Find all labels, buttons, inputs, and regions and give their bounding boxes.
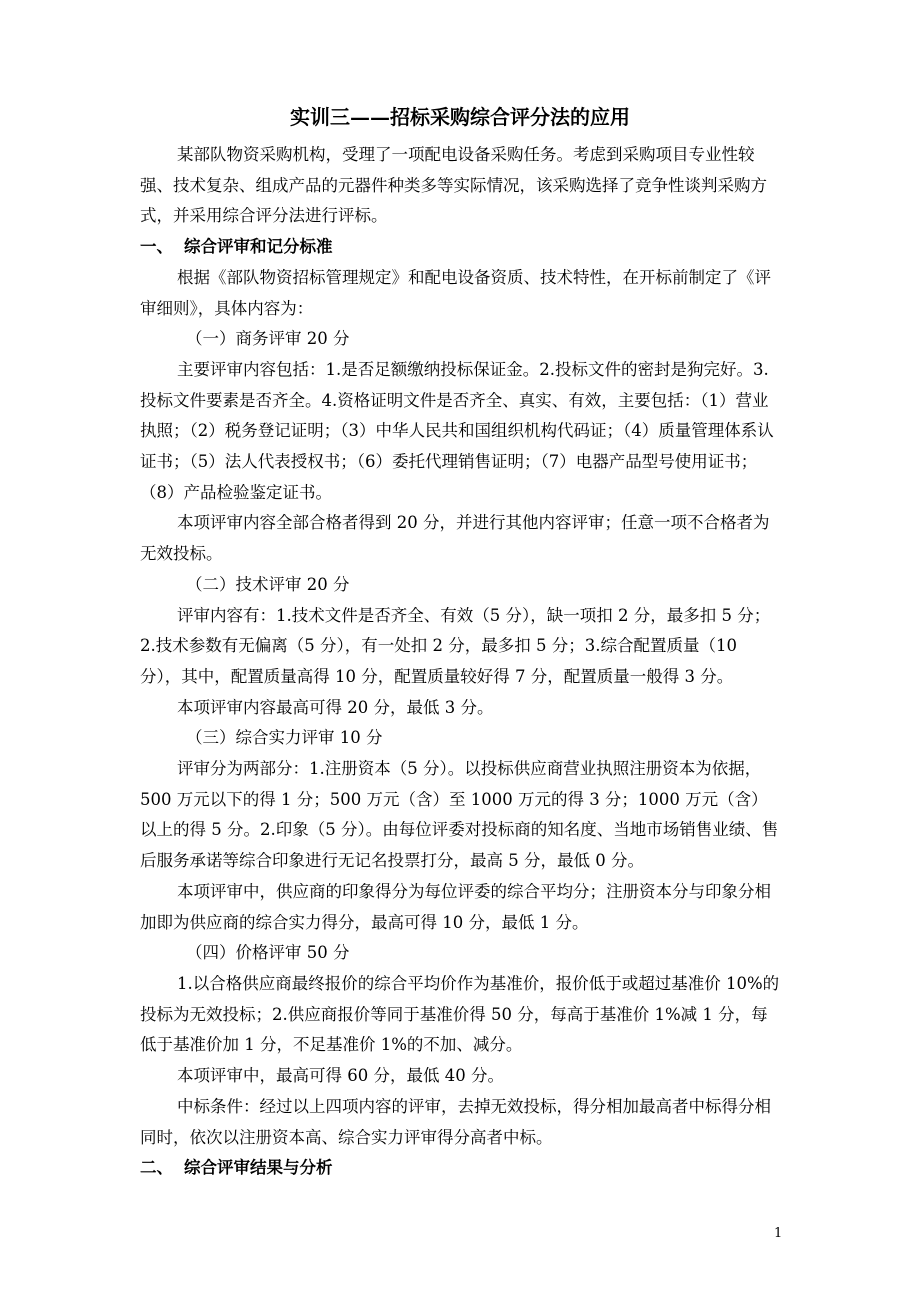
section-1-heading bbox=[140, 232, 780, 263]
price-review-content: 1.以合格供应商最终报价的综合平均价作为基准价，报价低于或超过基准价 10%的投标为无效投标；2.供应商报价等同于基准价得 50 分，每高于基准价 1%减 1 分，每低于基准价加 1 分，不足基准价 1%的不加、减分。 bbox=[140, 973, 780, 1055]
business-review-content: 主要评审内容包括：1.是否足额缴纳投标保证金。2.投标文件的密封是狗完好。3.投标文件要素是否齐全。4.资格证明文件是否齐全、真实、有效，主要包括：（1）营业执照；（2）税务登记证明；（3）中华人民共和国组织机构代码证；（4）质量管理体系认证书；（5）法人代表授权书；（6）委托代理销售证明；（7）电器产品型号使用证书；（8）产品检验鉴定证书。 bbox=[140, 359, 774, 502]
section-1-number: 一、 bbox=[140, 237, 173, 257]
document-body bbox=[140, 140, 780, 1184]
business-review-result: 本项评审内容全部合格者得到 20 分，并进行其他内容评审；任意一项不合格者为无效投标。 bbox=[140, 513, 770, 564]
strength-review-content: 评审分为两部分：1.注册资本（5 分）。以投标供应商营业执照注册资本为依据，500 万元以下的得 1 分；500 万元（含）至 1000 万元的得 3 分；1000 万元（含）以上的得 5 分。2.印象（5 分）。由每位评委对投标商的知名度、当地市场销售业绩、售后服务承诺等综合印象进行无记名投票打分，最高 5 分，最低 0 分。 bbox=[140, 759, 779, 871]
document-title: 实训三——招标采购综合评分法的应用 bbox=[290, 105, 630, 129]
section-2-title: 综合评审结果与分析 bbox=[184, 1158, 333, 1178]
price-review-result: 本项评审中，最高可得 60 分，最低 40 分。 bbox=[177, 1066, 504, 1086]
section-1-intro: 根据《部队物资招标管理规定》和配电设备资质、技术特性，在开标前制定了《评审细则》，具体内容为： bbox=[140, 267, 771, 318]
business-review-heading: （一）商务评审 20 分 bbox=[186, 329, 350, 349]
strength-review-result: 本项评审中，供应商的印象得分为每位评委的综合平均分；注册资本分与印象分相加即为供应商的综合实力得分，最高可得 10 分，最低 1 分。 bbox=[140, 881, 771, 932]
page-number: 1 bbox=[774, 1226, 783, 1241]
winning-conditions: 中标条件：经过以上四项内容的评审，去掉无效投标，得分相加最高者中标得分相同时，依次以注册资本高、综合实力评审得分高者中标。 bbox=[140, 1096, 771, 1147]
technical-review-result: 本项评审内容最高可得 20 分，最低 3 分。 bbox=[177, 697, 494, 717]
technical-review-content: 评审内容有：1.技术文件是否齐全、有效（5 分），缺一项扣 2 分，最多扣 5 分；2.技术参数有无偏离（5 分），有一处扣 2 分，最多扣 5 分；3.综合配置质量（10 分），其中，配置质量高得 10 分，配置质量较好得 7 分，配置质量一般得 3 分。 bbox=[140, 605, 771, 686]
section-2-heading bbox=[140, 1153, 780, 1184]
strength-review-heading: （三）综合实力评审 10 分 bbox=[186, 728, 383, 748]
section-2-number: 二、 bbox=[140, 1158, 173, 1178]
technical-review-heading: （二）技术评审 20 分 bbox=[186, 574, 350, 594]
section-1-title: 综合评审和记分标准 bbox=[184, 237, 333, 257]
price-review-heading: （四）价格评审 50 分 bbox=[186, 943, 350, 963]
intro-paragraph: 某部队物资采购机构，受理了一项配电设备采购任务。考虑到采购项目专业性较强、技术复杂、组成产品的元器件种类多等实际情况，该采购选择了竞争性谈判采购方式，并采用综合评分法进行评标。 bbox=[140, 145, 767, 226]
